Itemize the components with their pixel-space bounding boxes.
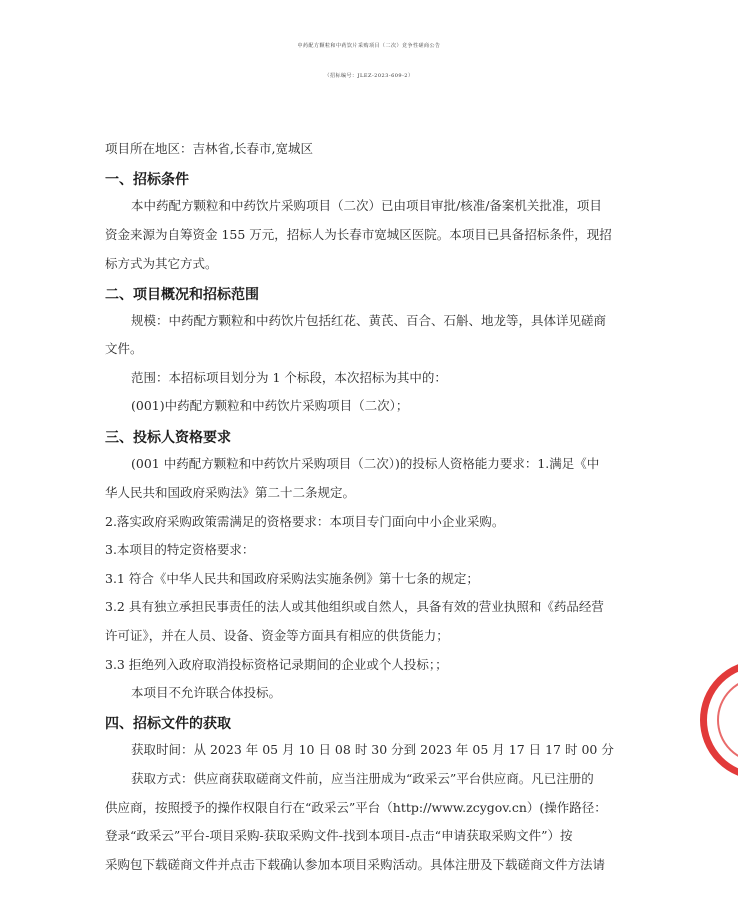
paragraph-line: 3.1 符合《中华人民共和国政府采购法实施条例》第十七条的规定； <box>105 571 479 586</box>
section-heading-4: 四、招标文件的获取 <box>105 716 231 732</box>
project-region: 项目所在地区：吉林省,长春市,宽城区 <box>105 141 313 156</box>
paragraph-line: 本中药配方颗粒和中药饮片采购项目（二次）已由项目审批/核准/备案机关批准，项目 <box>131 198 602 213</box>
section-heading-1: 一、招标条件 <box>105 172 189 188</box>
paragraph-line: (001)中药配方颗粒和中药饮片采购项目（二次）； <box>131 398 409 413</box>
paragraph-line: 资金来源为自筹资金 155 万元，招标人为长春市宽城区医院。本项目已具备招标条件，现招 <box>105 227 612 242</box>
paragraph-line: 登录“政采云”平台-项目采购-获取采购文件-找到本项目-点击“申请获取采购文件”）按 <box>105 828 573 843</box>
paragraph-line: 供应商，按照授予的操作权限自行在“政采云”平台（http://www.zcygov.cn）(操作路径： <box>105 800 607 815</box>
tender-number: （招标编号：JLEZ-2023-609-2） <box>324 73 414 79</box>
paragraph-line: 3.2 具有独立承担民事责任的法人或其他组织或自然人，具备有效的营业执照和《药品经营 <box>105 599 604 614</box>
paragraph-line: 规模：中药配方颗粒和中药饮片包括红花、黄芪、百合、石斛、地龙等，具体详见磋商 <box>131 313 607 328</box>
paragraph-line: 获取时间：从 2023 年 05 月 10 日 08 时 30 分到 2023 年 05 月 17 日 17 时 00 分 <box>131 742 614 757</box>
paragraph-line: 华人民共和国政府采购法》第二十二条规定。 <box>105 485 356 500</box>
paragraph-line: 文件。 <box>105 341 143 356</box>
section-heading-3: 三、投标人资格要求 <box>105 430 231 446</box>
paragraph-line: 标方式为其它方式。 <box>105 256 218 271</box>
paragraph-line: 采购包下载磋商文件并点击下载确认参加本项目采购活动。具体注册及下载磋商文件方法请 <box>105 857 606 872</box>
paragraph-line: 本项目不允许联合体投标。 <box>131 685 282 700</box>
paragraph-line: 2.落实政府采购政策需满足的资格要求：本项目专门面向中小企业采购。 <box>105 514 505 529</box>
paragraph-line: 范围：本招标项目划分为 1 个标段，本次招标为其中的： <box>131 370 447 385</box>
section-heading-2: 二、项目概况和招标范围 <box>105 287 259 303</box>
official-seal-stamp <box>700 660 738 780</box>
document-title: 中药配方颗粒和中药饮片采购项目（二次）竞争性磋商公告 <box>297 43 441 49</box>
paragraph-line: 获取方式：供应商获取磋商文件前，应当注册成为“政采云”平台供应商。凡已注册的 <box>131 771 594 786</box>
paragraph-line: 3.3 拒绝列入政府取消投标资格记录期间的企业或个人投标；； <box>105 657 448 672</box>
seal-inner-ring <box>717 677 738 763</box>
paragraph-line: 3.本项目的特定资格要求： <box>105 542 255 557</box>
paragraph-line: (001 中药配方颗粒和中药饮片采购项目（二次）)的投标人资格能力要求：1.满足《中 <box>131 456 600 471</box>
paragraph-line: 许可证》，并在人员、设备、资金等方面具有相应的供货能力； <box>105 628 449 643</box>
